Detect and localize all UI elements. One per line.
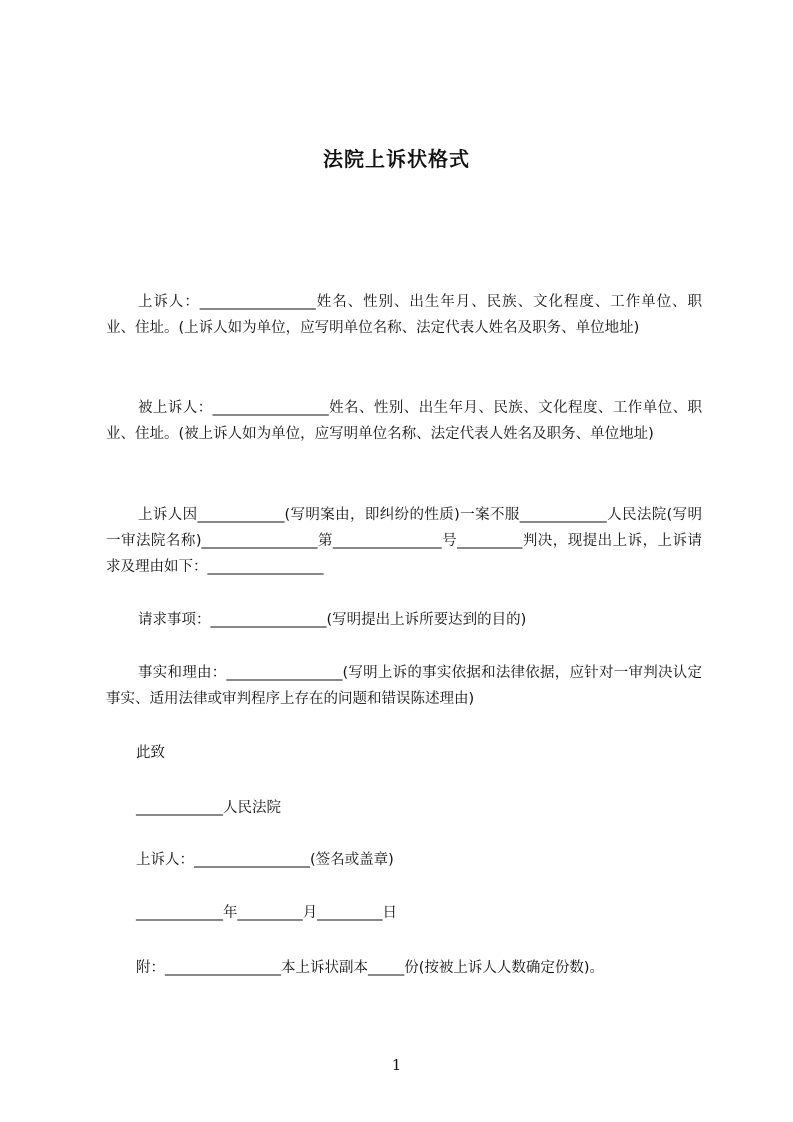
attachment-line: 附：________________本上诉状副本_____份(按被上诉人人数确定份数)。 [136,960,605,976]
date-line: ____________年_________月_________日 [136,905,397,921]
facts-reasons-paragraph: 事实和理由：________________(写明上诉的事实依据和法律依据，应针对一审判决认定事实、适用法律或审判程序上存在的问题和错误陈述理由) [106,665,702,707]
appellee-paragraph: 被上诉人：________________姓名、性别、出生年月、民族、文化程度、工作单位、职业、住址。(被上诉人如为单位，应写明单位名称、法定代表人姓名及职务、单位地址) [106,400,702,442]
appeal-reason-paragraph: 上诉人因____________(写明案由，即纠纷的性质)一案不服____________人民法院(写明一审法院名称)________________第_______________号_________判决，现提出上诉，上诉请求及理由如下：________________ [106,507,702,575]
salutation: 此致 [136,745,165,761]
document-title: 法院上诉状格式 [323,147,470,171]
appellant-paragraph: 上诉人：________________姓名、性别、出生年月、民族、文化程度、工作单位、职业、住址。(上诉人如为单位，应写明单位名称、法定代表人姓名及职务、单位地址) [106,294,702,336]
request-items-paragraph: 请求事项：________________(写明提出上诉所要达到的目的) [138,612,527,628]
page-number: 1 [391,1056,402,1074]
signature-line: 上诉人：________________(签名或盖章) [136,852,394,868]
court-line: ____________人民法院 [136,800,281,816]
